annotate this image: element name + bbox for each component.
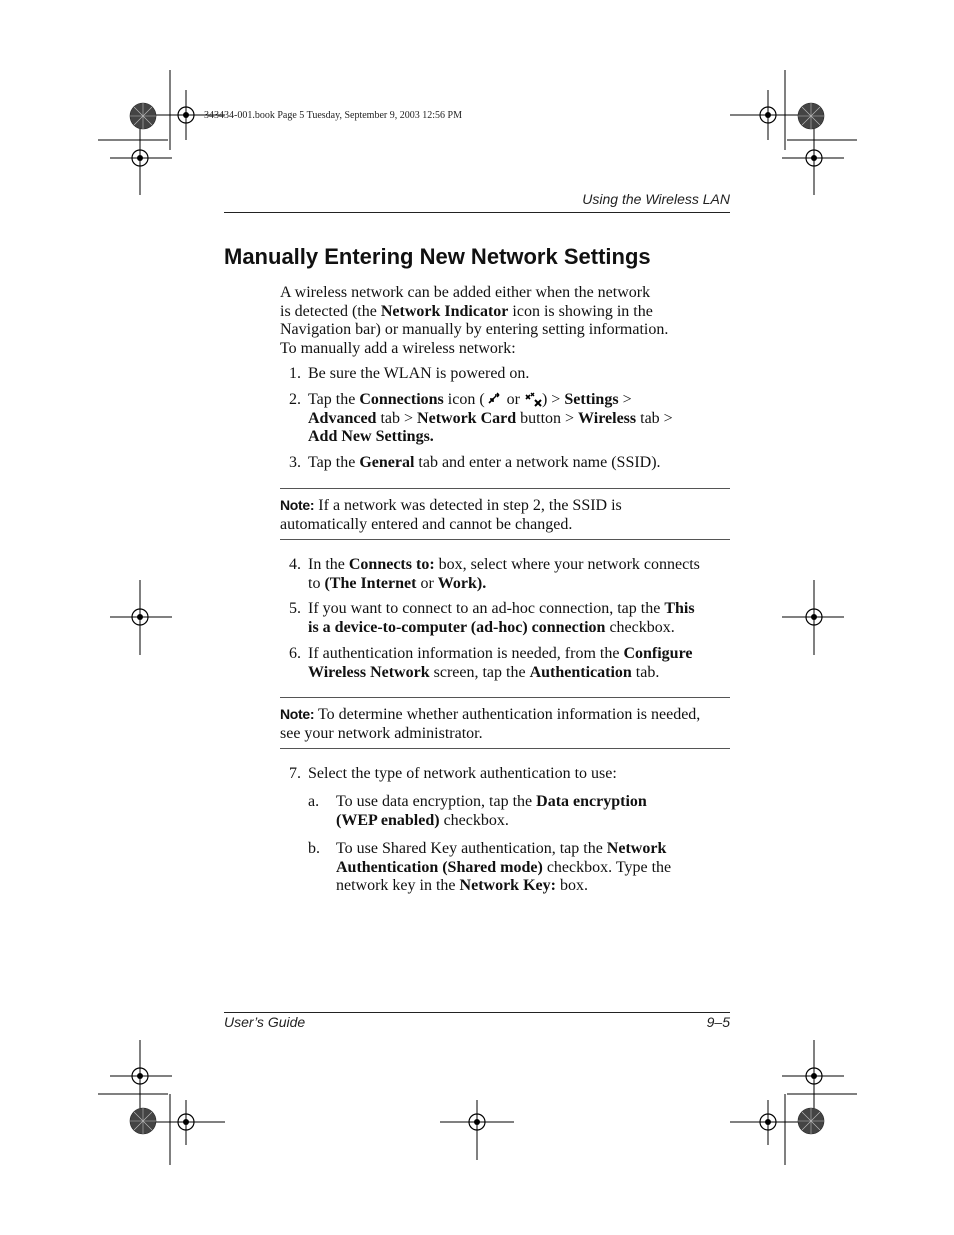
note-rule-top xyxy=(280,488,730,489)
page-number: 9–5 xyxy=(706,1014,730,1030)
step-number: 7. xyxy=(289,765,301,782)
step-text: If authentication information is needed, from the Configure Wireless Network screen, tap the Authentication tab. xyxy=(308,645,693,681)
intro-line: Navigation bar) or manually by entering setting information. xyxy=(280,321,669,338)
step-text: Tap the General tab and enter a network name (SSID). xyxy=(308,454,661,471)
header-rule xyxy=(224,212,730,213)
step-number: 3. xyxy=(289,454,301,471)
step-text: In the Connects to: box, select where your network connects to (The Internet or Work). xyxy=(308,556,700,592)
intro-line: To manually add a wireless network: xyxy=(280,339,516,357)
footer-rule xyxy=(224,1012,730,1013)
note-label: Note: xyxy=(280,497,315,513)
step-text: Be sure the WLAN is powered on. xyxy=(308,365,530,382)
note-box: Note: To determine whether authentication information is needed, see your network administrator. xyxy=(280,706,701,742)
note-label: Note: xyxy=(280,706,315,722)
step-number: 4. xyxy=(289,556,301,573)
step-number: 5. xyxy=(289,600,301,617)
page-title: Manually Entering New Network Settings xyxy=(224,244,651,269)
step-number: 6. xyxy=(289,645,301,662)
connections-icon xyxy=(485,391,503,407)
print-info: 343434-001.book Page 5 Tuesday, September 9, 2003 12:56 PM xyxy=(204,110,462,121)
note-rule-bottom xyxy=(280,539,730,540)
step-letter: b. xyxy=(308,840,320,857)
note-box: Note: If a network was detected in step 2, the SSID is automatically entered and cannot be changed. xyxy=(280,497,622,533)
step-text: To use data encryption, tap the Data encryption (WEP enabled) checkbox. xyxy=(336,793,647,829)
step-number: 1. xyxy=(289,365,301,382)
step-text: If you want to connect to an ad-hoc connection, tap the This is a device-to-computer (ad-hoc) connection checkbox. xyxy=(308,600,695,636)
step-number: 2. xyxy=(289,391,301,408)
step-text: To use Shared Key authentication, tap the Network Authentication (Shared mode) checkbox. Type the network key in the Network Key: box. xyxy=(336,840,672,894)
note-rule-bottom xyxy=(280,748,730,749)
intro-line: is detected (the Network Indicator icon is showing in the xyxy=(280,302,653,320)
running-head: Using the Wireless LAN xyxy=(582,191,730,207)
step-letter: a. xyxy=(308,793,320,810)
intro-line: A wireless network can be added either when the network xyxy=(280,284,651,301)
step-text: Select the type of network authentication to use: xyxy=(308,765,617,782)
footer-title: User’s Guide xyxy=(224,1014,306,1030)
intro-paragraph xyxy=(280,284,732,358)
step-text: Tap the Connections icon ( or ) > Settings > Advanced tab > Network Card button > Wireless tab > Add New Settings. xyxy=(308,391,673,445)
connections-disconnected-icon xyxy=(524,391,542,407)
note-rule-top xyxy=(280,697,730,698)
